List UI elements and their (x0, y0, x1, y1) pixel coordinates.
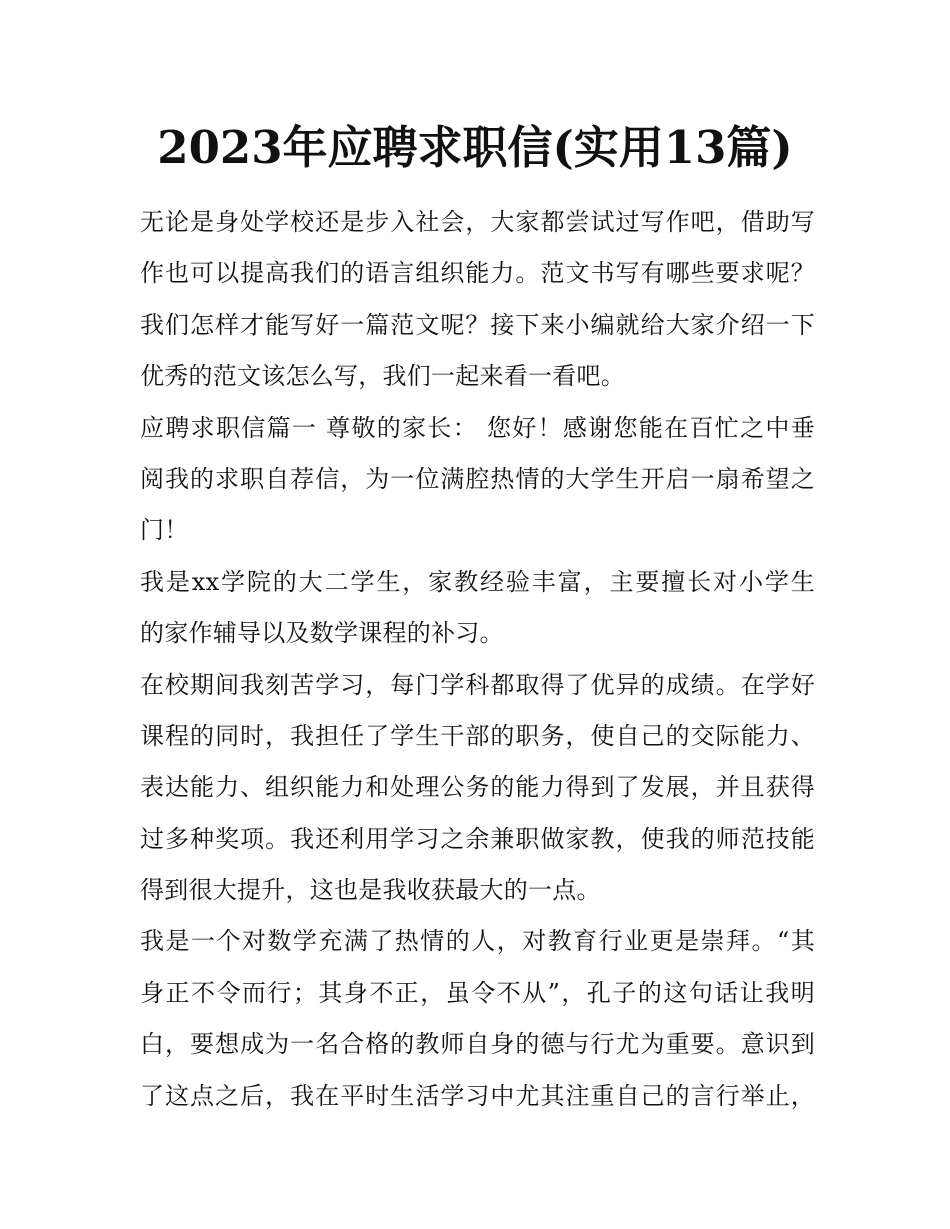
document-title: 2023年应聘求职信(实用13篇) (157, 121, 793, 174)
text-line: 得到很大提升，这也是我收获最大的一点。 (140, 876, 601, 905)
text-line: 应聘求职信篇一 尊敬的家长： 您好！感谢您能在百忙之中垂 (140, 413, 815, 442)
text-line: 阅我的求职自荐信，为一位满腔热情的大学生开启一扇希望之 (140, 464, 815, 493)
text-line: 我们怎样才能写好一篇范文呢？接下来小编就给大家介绍一下 (140, 310, 815, 339)
paragraph-self-intro (140, 563, 815, 652)
text-line: 在校期间我刻苦学习，每门学科都取得了优异的成绩。在学好 (140, 670, 815, 699)
text-line: 身正不令而行；其身不正，虽令不从”，孔子的这句话让我明 (140, 978, 815, 1007)
text-line: 我是xx学院的大二学生，家教经验丰富，主要擅长对小学生 (140, 567, 815, 596)
paragraph-intro (140, 203, 815, 395)
paragraph-letter-greeting (140, 409, 815, 550)
document-body (140, 203, 815, 1128)
text-line: 表达能力、组织能力和处理公务的能力得到了发展，并且获得 (140, 773, 815, 802)
paragraph-teaching-passion (140, 922, 815, 1114)
text-line: 无论是身处学校还是步入社会，大家都尝试过写作吧，借助写 (140, 208, 815, 236)
text-line: 了这点之后，我在平时生活学习中尤其注重自己的言行举止， (140, 1081, 815, 1110)
text-line: 我是一个对数学充满了热情的人，对教育行业更是崇拜。“其 (140, 927, 815, 956)
text-line: 白，要想成为一名合格的教师自身的德与行尤为重要。意识到 (140, 1030, 815, 1059)
text-line: 的家作辅导以及数学课程的补习。 (140, 619, 504, 648)
text-line: 门！ (140, 516, 189, 545)
paragraph-school-experience (140, 666, 815, 910)
text-line: 过多种奖项。我还利用学习之余兼职做家教，使我的师范技能 (140, 824, 815, 853)
text-line: 作也可以提高我们的语言组织能力。范文书写有哪些要求呢？ (140, 259, 815, 288)
text-line: 优秀的范文该怎么写，我们一起来看一看吧。 (140, 362, 625, 391)
text-line: 课程的同时，我担任了学生干部的职务，使自己的交际能力、 (140, 721, 815, 750)
